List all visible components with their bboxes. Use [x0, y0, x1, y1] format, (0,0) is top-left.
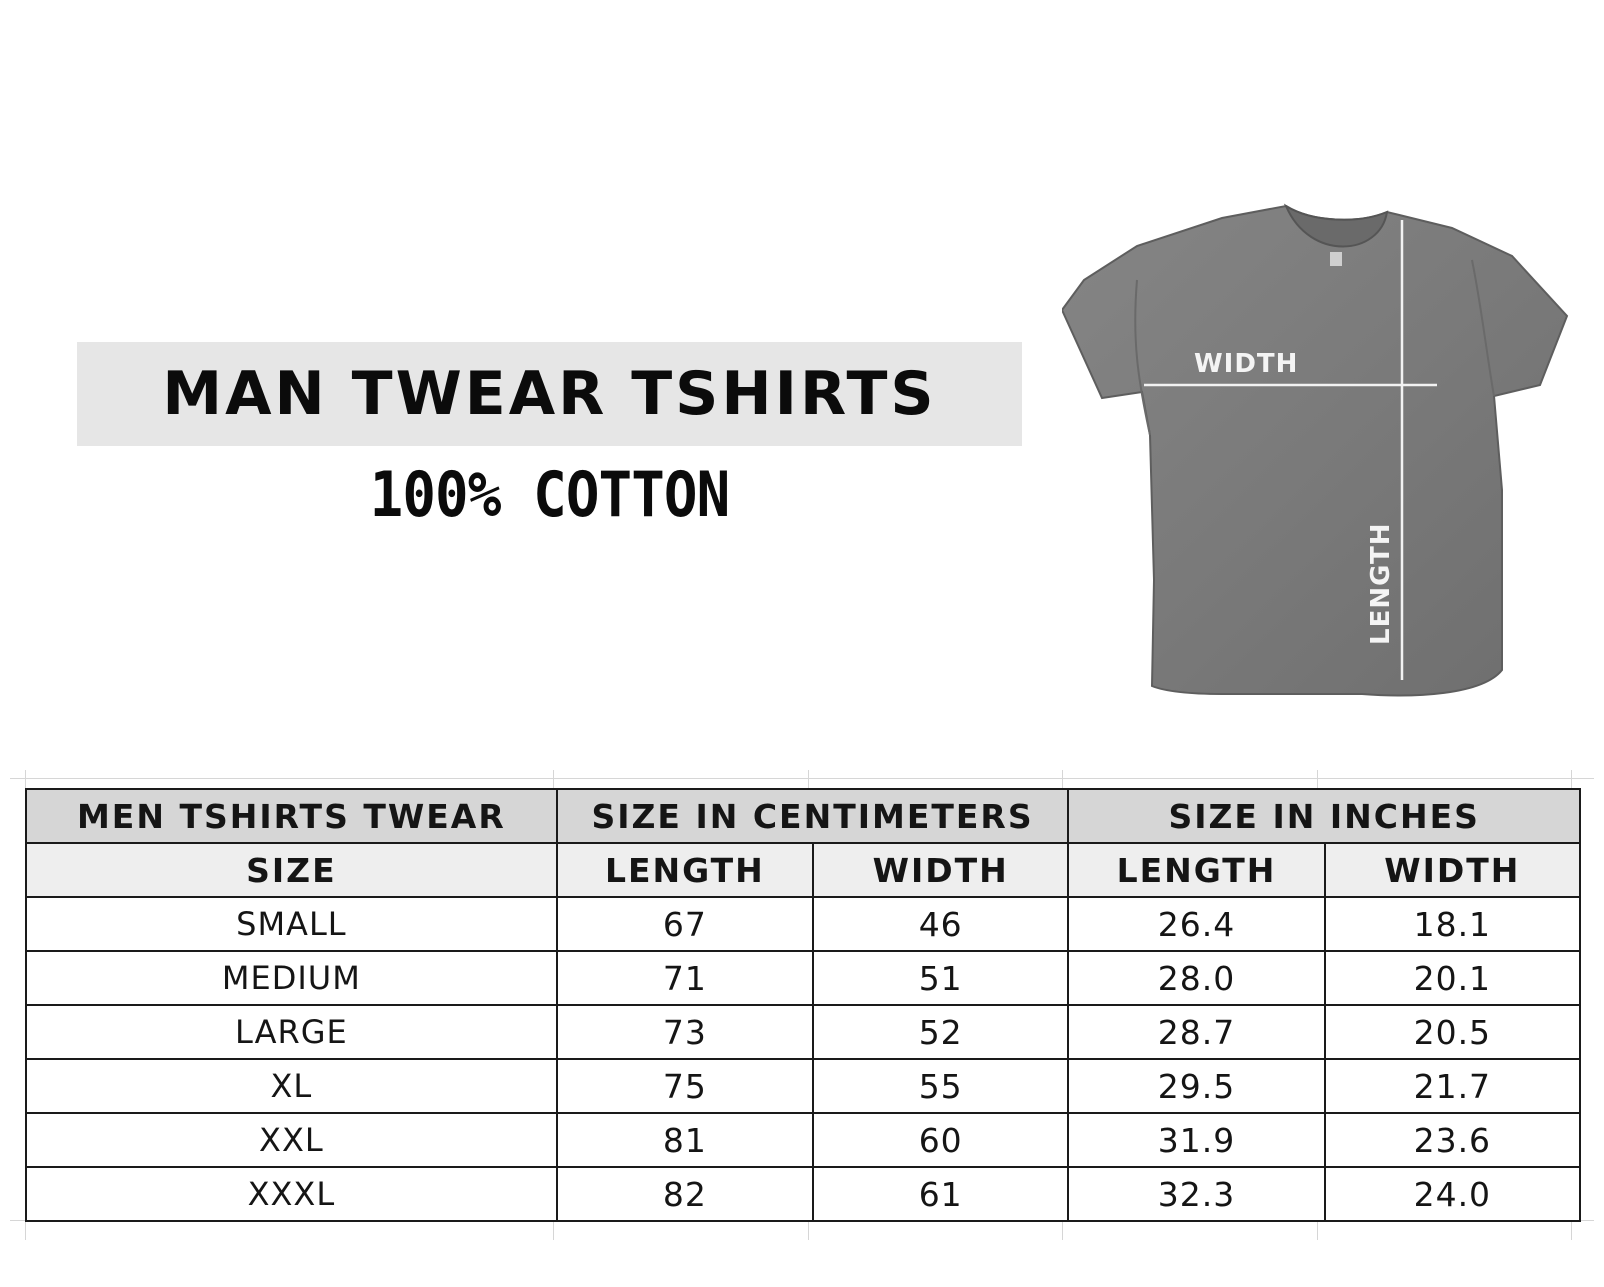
tshirt-tag: [1330, 252, 1342, 266]
length-label: LENGTH: [1366, 522, 1396, 645]
width-label: WIDTH: [1194, 349, 1299, 379]
table-cell: 46: [813, 897, 1068, 951]
table-cell: 24.0: [1325, 1167, 1580, 1221]
table-cell: 71: [557, 951, 813, 1005]
table-row: [26, 897, 1580, 951]
sheet-gridline: [10, 778, 1594, 779]
tshirt-body: [1062, 206, 1567, 695]
table-cell: 67: [557, 897, 813, 951]
material-subtitle: 100% COTTON: [369, 458, 730, 531]
table-row: [26, 1005, 1580, 1059]
table-cell: 82: [557, 1167, 813, 1221]
group-header-row: [26, 789, 1580, 843]
table-cell: 18.1: [1325, 897, 1580, 951]
table-cell: XXL: [26, 1113, 557, 1167]
group-header-cell: SIZE IN CENTIMETERS: [557, 789, 1069, 843]
tshirt-diagram: [1062, 200, 1582, 710]
table-cell: XXXL: [26, 1167, 557, 1221]
table-cell: 28.0: [1068, 951, 1324, 1005]
table-row: [26, 1167, 1580, 1221]
column-header-cell: SIZE: [26, 843, 557, 897]
column-header-row: [26, 843, 1580, 897]
table-cell: 28.7: [1068, 1005, 1324, 1059]
page-title: MAN TWEAR TSHIRTS: [162, 359, 937, 429]
table-cell: XL: [26, 1059, 557, 1113]
table-cell: 20.5: [1325, 1005, 1580, 1059]
table-cell: 75: [557, 1059, 813, 1113]
table-cell: 55: [813, 1059, 1068, 1113]
table-row: [26, 1113, 1580, 1167]
table-cell: 51: [813, 951, 1068, 1005]
column-header-cell: WIDTH: [1325, 843, 1580, 897]
size-chart-table: [25, 788, 1581, 1222]
table-cell: 29.5: [1068, 1059, 1324, 1113]
table-cell: 32.3: [1068, 1167, 1324, 1221]
table-cell: MEDIUM: [26, 951, 557, 1005]
table-cell: 81: [557, 1113, 813, 1167]
table-cell: 20.1: [1325, 951, 1580, 1005]
column-header-cell: LENGTH: [557, 843, 813, 897]
column-header-cell: WIDTH: [813, 843, 1068, 897]
table-cell: LARGE: [26, 1005, 557, 1059]
table-cell: 31.9: [1068, 1113, 1324, 1167]
group-header-cell: SIZE IN INCHES: [1068, 789, 1580, 843]
title-band: [77, 342, 1022, 446]
table-cell: 52: [813, 1005, 1068, 1059]
table-row: [26, 951, 1580, 1005]
table-cell: SMALL: [26, 897, 557, 951]
group-header-cell: MEN TSHIRTS TWEAR: [26, 789, 557, 843]
table-cell: 21.7: [1325, 1059, 1580, 1113]
table-cell: 61: [813, 1167, 1068, 1221]
table-cell: 26.4: [1068, 897, 1324, 951]
table-cell: 23.6: [1325, 1113, 1580, 1167]
column-header-cell: LENGTH: [1068, 843, 1324, 897]
table-row: [26, 1059, 1580, 1113]
table-cell: 60: [813, 1113, 1068, 1167]
table-cell: 73: [557, 1005, 813, 1059]
